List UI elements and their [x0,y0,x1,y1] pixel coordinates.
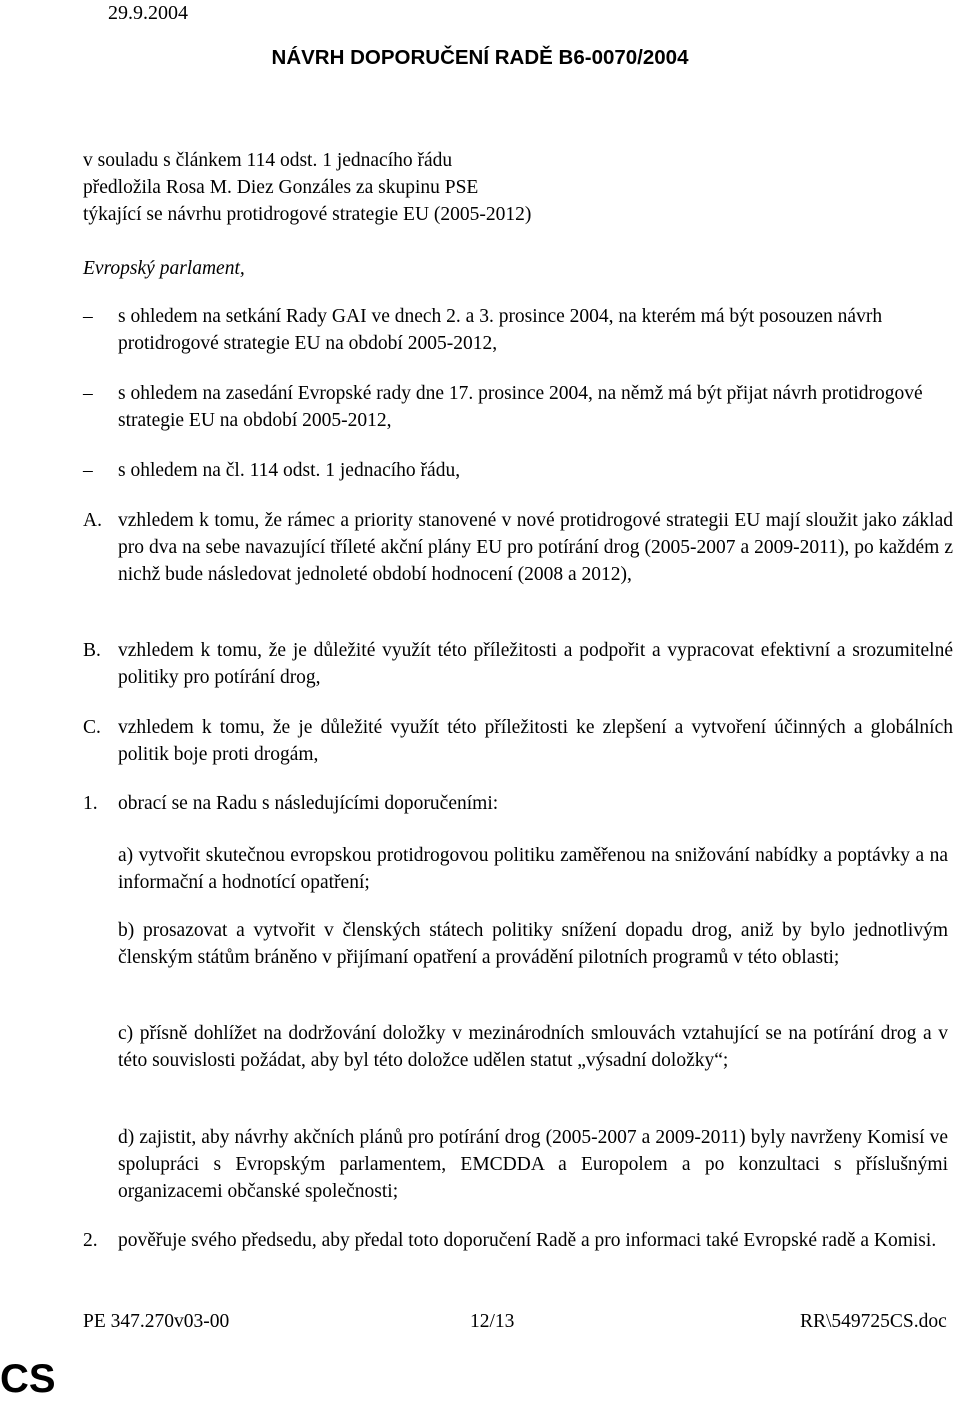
document-date: 29.9.2004 [108,2,188,24]
parliament-heading: Evropský parlament, [83,258,245,279]
footer-page-number: 12/13 [470,1311,515,1332]
recital-label: B. [83,640,101,661]
dash-bullet: – [83,383,93,404]
dash-bullet: – [83,460,93,481]
recital-c [83,714,953,768]
dash-bullet: – [83,306,93,327]
recital-label: C. [83,717,101,738]
point-1 [83,790,953,817]
intro-block [83,147,883,228]
intro-line: týkající se návrhu protidrogové strategie EU (2005-2012) [83,204,532,225]
recommendation-a: a) vytvořit skutečnou evropskou protidrogovou politiku zaměřenou na snižování nabídky a poptávky a na informační a hodnotící opatření; [118,845,948,893]
intro-line: předložila Rosa M. Diez Gonzáles za skupinu PSE [83,177,479,198]
consideration-text: s ohledem na zasedání Evropské rady dne 17. prosince 2004, na němž má být přijat návrh protidrogové strategie EU na období 2005-2012, [118,383,923,431]
point-text: pověřuje svého předsedu, aby předal toto doporučení Radě a pro informaci také Evropské radě a Komisi. [118,1230,937,1251]
point-label: 2. [83,1230,98,1251]
document-title: NÁVRH DOPORUČENÍ RADĚ B6-0070/2004 [271,46,689,69]
recital-text: vzhledem k tomu, že je důležité využít této příležitosti a podpořit a vypracovat efektivní a srozumitelné politiky pro potírání drog, [118,640,953,688]
consideration-item [83,457,928,484]
recital-label: A. [83,510,102,531]
consideration-item [83,380,928,434]
point-2 [83,1227,953,1254]
point-label: 1. [83,793,98,814]
footer-reference: PE 347.270v03-00 [83,1311,230,1332]
intro-line: v souladu s článkem 114 odst. 1 jednacího řádu [83,150,453,171]
recommendation-d: d) zajistit, aby návrhy akčních plánů pro potírání drog (2005-2007 a 2009-2011) byly navrženy Komisí ve spolupráci s Evropským parlamentem, EMCDDA a Europolem a po konzultaci s příslušnými organizacemi občanské společnosti; [118,1127,948,1202]
recommendation-b: b) prosazovat a vytvořit v členských státech politiky snížení dopadu drog, aniž by bylo jednotlivým členským státům bráněno v přijímaní opatření a provádění pilotních programů v této oblasti; [118,920,948,968]
recommendation-c: c) přísně dohlížet na dodržování doložky v mezinárodních smlouvách vztahující se na potírání drog a v této souvislosti požádat, aby byl této doložce udělen statut „výsadní doložky“; [118,1023,948,1071]
language-code: CS [0,1357,56,1401]
consideration-item [83,303,928,357]
recital-text: vzhledem k tomu, že rámec a priority stanovené v nové protidrogové strategii EU mají sloužit jako základ pro dva na sebe navazující tříleté akční plány EU pro potírání drog (2005-2007 a 2009-2011), po každém z nichž bude následovat jednoleté období hodnocení (2008 a 2012), [118,510,953,585]
consideration-text: s ohledem na setkání Rady GAI ve dnech 2. a 3. prosince 2004, na kterém má být posouzen návrh protidrogové strategie EU na období 2005-2012, [118,306,883,354]
consideration-text: s ohledem na čl. 114 odst. 1 jednacího řádu, [118,460,461,481]
recital-b [83,637,953,691]
recital-a [83,507,953,588]
point-text: obrací se na Radu s následujícími doporučeními: [118,793,499,814]
recital-text: vzhledem k tomu, že je důležité využít této příležitosti ke zlepšení a vytvoření účinných a globálních politik boje proti drogám, [118,717,953,765]
footer-filename: RR\549725CS.doc [800,1311,947,1332]
